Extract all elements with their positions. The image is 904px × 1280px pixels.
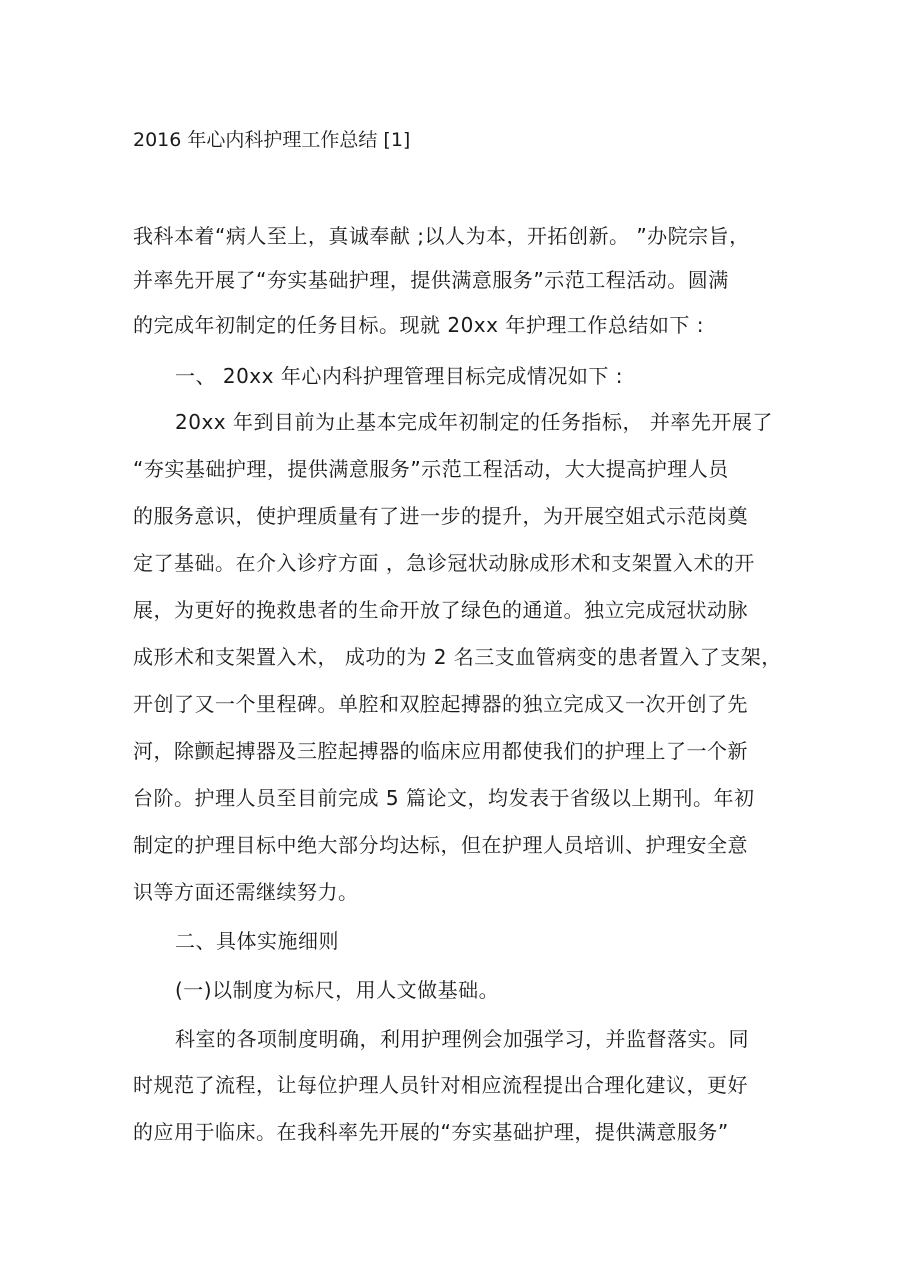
- paragraph-line: 的服务意识，使护理质量有了进一步的提升，为开展空姐式示范岗奠: [133, 504, 748, 528]
- paragraph-line: 定了基础。在介入诊疗方面 ，急诊冠状动脉成形术和支架置入术的开: [133, 551, 755, 575]
- paragraph-line: 并率先开展了“夯实基础护理，提供满意服务”示范工程活动。圆满: [133, 268, 729, 292]
- paragraph-line: 展，为更好的挽救患者的生命开放了绿色的通道。独立完成冠状动脉: [133, 598, 748, 622]
- paragraph-line: “夯实基础护理，提供满意服务”示范工程活动，大大提高护理人员: [133, 457, 729, 481]
- paragraph-line: 制定的护理目标中绝大部分均达标，但在护理人员培训、护理安全意: [133, 833, 748, 857]
- paragraph-line: 台阶。护理人员至目前完成 5 篇论文，均发表于省级以上期刊。年初: [133, 786, 755, 810]
- paragraph-line: 我科本着“病人至上，真诚奉献 ;以人为本，开拓创新。 ”办院宗旨，: [133, 224, 750, 248]
- section-heading: 二、具体实施细则: [175, 929, 339, 953]
- paragraph-line: 开创了又一个里程碑。单腔和双腔起搏器的独立完成又一次开创了先: [133, 692, 748, 716]
- paragraph-line: 的完成年初制定的任务目标。现就 20xx 年护理工作总结如下 :: [133, 313, 704, 337]
- paragraph-line: 科室的各项制度明确，利用护理例会加强学习，并监督落实。同: [175, 1027, 749, 1051]
- paragraph-line: 河，除颤起搏器及三腔起搏器的临床应用都使我们的护理上了一个新: [133, 739, 748, 763]
- paragraph-line: 20xx 年到目前为止基本完成年初制定的任务指标， 并率先开展了: [175, 410, 773, 434]
- paragraph-line: 识等方面还需继续努力。: [133, 880, 359, 904]
- paragraph-line: 成形术和支架置入术， 成功的为 2 名三支血管病变的患者置入了支架，: [133, 645, 782, 669]
- subsection-heading: (一)以制度为标尺，用人文做基础。: [175, 978, 500, 1002]
- section-heading: 一、 20xx 年心内科护理管理目标完成情况如下 :: [175, 364, 623, 388]
- document-title: 2016 年心内科护理工作总结 [1]: [133, 129, 411, 151]
- paragraph-line: 的应用于临床。在我科率先开展的“夯实基础护理，提供满意服务”: [133, 1120, 729, 1144]
- paragraph-line: 时规范了流程，让每位护理人员针对相应流程提出合理化建议，更好: [133, 1073, 748, 1097]
